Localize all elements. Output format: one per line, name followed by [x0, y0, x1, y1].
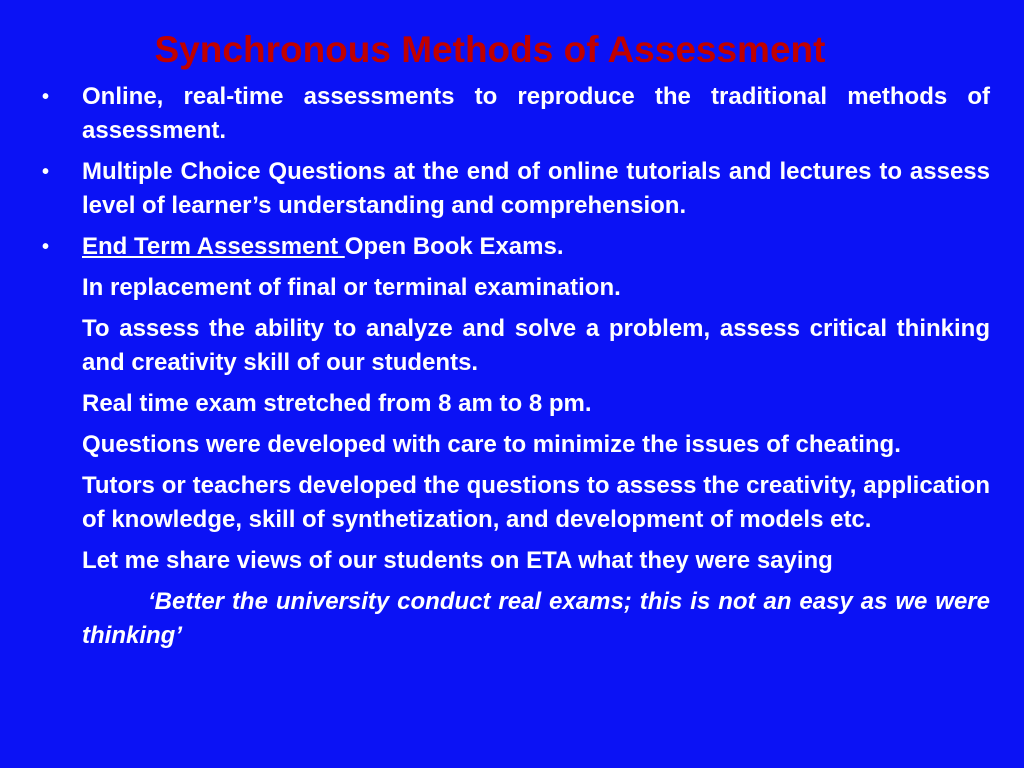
bullet-icon: •: [42, 236, 50, 258]
slide-title: Synchronous Methods of Assessment: [154, 29, 826, 70]
paragraph-replacement: [40, 271, 990, 305]
paragraph-ability: [40, 312, 990, 380]
item-text: Tutors or teachers developed the questions to assess the creativity, application of knowledge, skill of synthetization, and development of models etc.: [82, 472, 990, 533]
item-text: Multiple Choice Questions at the end of online tutorials and lectures to assess level of learner’s understanding and comprehension.: [82, 158, 990, 219]
bullet-icon: •: [42, 161, 50, 183]
quote-text: ‘Better the university conduct real exams; this is not an easy as we were thinking’: [82, 588, 990, 649]
paragraph-real-time: [40, 387, 990, 421]
item-text: To assess the ability to analyze and solve a problem, assess critical thinking and creativity skill of our students.: [82, 315, 990, 376]
item-text: In replacement of final or terminal examination.: [82, 274, 621, 301]
item-text: Real time exam stretched from 8 am to 8 pm.: [82, 390, 592, 417]
student-quote: [40, 585, 990, 653]
bullet-item-end-term: [40, 230, 990, 264]
item-text: Online, real-time assessments to reproduce the traditional methods of assessment.: [82, 83, 990, 144]
bullet-icon: •: [42, 86, 50, 108]
paragraph-student-views: [40, 544, 990, 578]
bullet-item-mcq: [40, 155, 990, 223]
end-term-assessment-label: End Term Assessment: [82, 233, 345, 260]
item-text: Let me share views of our students on ETA what they were saying: [82, 547, 833, 574]
item-text: Questions were developed with care to minimize the issues of cheating.: [82, 431, 901, 458]
paragraph-tutors: [40, 469, 990, 537]
bullet-item-online-assessment: [40, 80, 990, 148]
item-text: Open Book Exams.: [344, 233, 564, 260]
slide-content: [40, 80, 990, 660]
paragraph-cheating: [40, 428, 990, 462]
